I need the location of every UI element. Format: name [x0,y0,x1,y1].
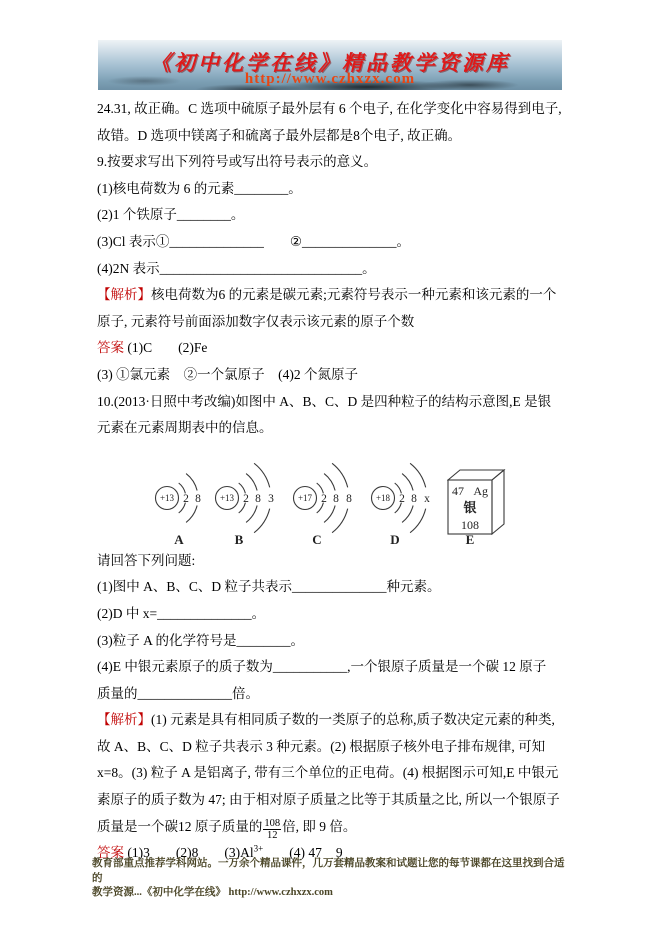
particle-label: E [465,531,475,547]
analysis-10-line-2: 故 A、B、C、D 粒子共表示 3 种元素。(2) 根据原子核外电子排布规律, 可知 [97,738,546,754]
element-symbol: Ag [473,483,488,498]
particle-label: A [174,531,184,547]
nucleus-charge: +13 [219,492,235,503]
analysis-9-line-2: 原子, 元素符号前面添加数字仅表示该元素的原子个数 [97,313,415,329]
solution-24-line-2: 故错。D 选项中镁离子和硫离子最外层都是8个电子, 故正确。 [97,127,462,143]
answer-9-line-2: (3) ①氯元素 ②一个氯原子 (4)2 个氮原子 [97,366,358,382]
fraction-numerator: 108 [264,817,281,829]
shell-electrons: 8 [411,492,417,505]
footer-line-1: 教育部重点推荐学科网站。一万余个精品课件，几万套精品教案和试题让您的每节课都在这里找到合适的 [92,858,565,884]
analysis-10-line-5 [97,814,567,841]
question-10-item-1: (1)图中 A、B、C、D 粒子共表示______________种元素。 [97,579,441,595]
analysis-10-line-3: x=8。(3) 粒子 A 是铝离子, 带有三个单位的正电荷。(4) 根据图示可知,E 中银元 [97,765,559,781]
shell-electrons: 8 [195,492,201,505]
shell-electrons: 8 [333,492,339,505]
analysis-9-line-1 [97,282,567,309]
box-top-face [448,470,504,480]
question-10-item-2: (2)D 中 x=______________。 [97,605,266,621]
answer-label: 答案 [97,340,124,356]
question-9-item-3 [97,229,567,256]
fraction-post-text: 倍, 即 9 倍。 [282,818,357,834]
answer-10-part-3: (3)Al [224,845,254,861]
answer-10-part-1: (1)3 [127,845,150,861]
question-10-intro-2: 元素在元素周期表中的信息。 [97,420,273,436]
answer-9-part-2: (2)Fe [178,340,208,356]
particle-c-diagram [291,460,361,548]
question-9-item-2: (2)1 个铁原子________。 [97,207,245,223]
box-right-face [492,470,504,534]
particle-b-diagram [213,460,283,548]
particle-label: D [390,531,400,547]
particle-a-diagram [153,460,205,548]
banner-title: 《初中化学在线》精品教学资源库 [150,51,510,75]
shell-electrons: 2 [243,492,249,505]
answer-10-part-4: (4) 47 [289,845,322,861]
question-9-item-4: (4)2N 表示______________________________。 [97,260,376,276]
solution-24-line-1: 24.31, 故正确。C 选项中硫原子最外层有 6 个电子, 在化学变化中容易得到电子, [97,101,562,116]
analysis-9-text-1: 核电荷数为6 的元素是碳元素;元素符号表示一种元素和该元素的一个 [151,287,557,303]
question-10-prompt: 请回答下列问题: [97,552,196,568]
shell-electrons: 2 [183,492,189,505]
nucleus-charge: +18 [375,492,391,503]
element-cell-silver [447,460,509,548]
shell-electrons: 2 [399,492,405,505]
question-10-item-4b: 质量的______________倍。 [97,685,259,701]
shell-electrons: 3 [268,492,274,505]
answer-9-line-1 [97,335,567,362]
analysis-10-line-1 [97,707,567,734]
atomic-mass: 108 [461,517,479,532]
fraction-denominator: 12 [267,829,278,841]
shell-electrons: x [424,492,430,505]
question-10-item-3: (3)粒子 A 的化学符号是________。 [97,632,304,648]
question-9-item-3b: ②______________。 [289,233,410,249]
fraction-pre-text: 质量是一个碳12 原子质量的 [97,818,263,834]
answer-9-part-1: (1)C [127,340,153,356]
shell-electrons: 8 [255,492,261,505]
header-banner [98,40,562,90]
shell-electrons: 8 [346,492,352,505]
answer-10-part-2: (2)8 [175,845,199,861]
page-footer [92,857,572,901]
atomic-number: 47 [452,483,464,498]
analysis-10-text-1: (1) 元素是具有相同质子数的一类原子的总称,质子数决定元素的种类, [151,712,555,728]
analysis-10-line-4: 素原子的质子数为 47; 由于相对原子质量之比等于其质量之比, 所以一个银原子 [97,792,560,808]
question-10-intro-1: 10.(2013·日照中考改编)如图中 A、B、C、D 是四种粒子的结构示意图,E 是银 [97,393,552,409]
question-9-item-1: (1)核电荷数为 6 的元素________。 [97,180,302,196]
nucleus-charge: +13 [159,492,175,503]
fraction-108-12 [263,818,281,841]
answer-label: 答案 [97,845,124,861]
document-content [97,96,567,867]
element-name: 银 [463,499,477,515]
footer-line-2: 教学资源...《初中化学在线》 http://www.czhxzx.com [92,887,333,898]
banner-url: http://www.czhxzx.com [244,71,416,87]
analysis-label: 【解析】 [97,712,151,728]
question-10-item-4a: (4)E 中银元素原子的质子数为___________,一个银原子质量是一个碳 12 原子 [97,659,547,675]
shell-electrons: 2 [321,492,327,505]
answer-10-part-5: 9 [335,845,343,861]
particle-structure-diagram [153,442,567,548]
particle-label: B [234,531,244,547]
charge-superscript: 3+ [253,843,264,854]
question-9-title: 9.按要求写出下列符号或写出符号表示的意义。 [97,154,378,170]
nucleus-charge: +17 [297,492,313,503]
particle-d-diagram [369,460,439,548]
question-9-item-3a: (3)Cl 表示①______________ [97,233,264,249]
particle-label: C [312,531,322,547]
analysis-label: 【解析】 [97,287,151,303]
